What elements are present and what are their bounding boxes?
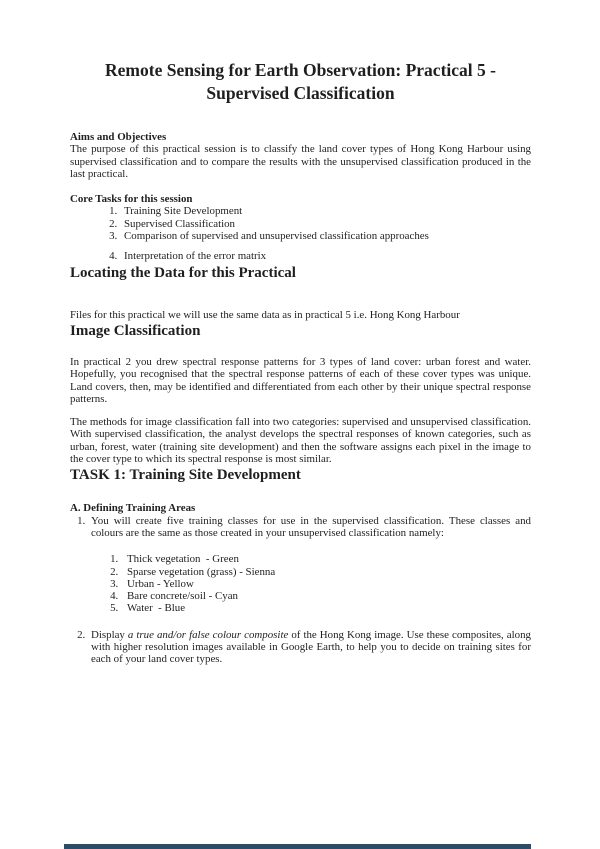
task1-heading: TASK 1: Training Site Development bbox=[70, 467, 301, 484]
section-aims bbox=[70, 131, 531, 180]
task1-steps-list bbox=[70, 515, 531, 666]
defining-training-areas-heading: A. Defining Training Areas bbox=[70, 502, 196, 515]
image-classification-heading: Image Classification bbox=[70, 322, 201, 339]
aims-heading: Aims and Objectives bbox=[70, 131, 167, 143]
training-class-urban: 3. Urban - Yellow bbox=[121, 578, 531, 590]
document-title bbox=[70, 59, 531, 105]
document-title-line-1: Remote Sensing for Earth Observation: Practical 5 - bbox=[105, 60, 496, 80]
core-task-item-2: 2. Supervised Classification bbox=[120, 218, 531, 230]
core-task-item-1: 1. Training Site Development bbox=[120, 205, 531, 217]
embedded-figure-top-edge bbox=[64, 844, 531, 849]
section-core-tasks bbox=[70, 193, 531, 262]
image-classification-paragraph-2: The methods for image classification fall into two categories: supervised and unsupervised classification. With supervised classification, the analyst develops the spectral responses of known categories, such as urban, forest, water (training site development) and then the software assigns each pixel in the image to the cover type to which its spectral response is most similar. bbox=[70, 416, 531, 466]
task1-step-1-text: You will create five training classes for use in the supervised classification. These classes and colours are the same as those created in your unsupervised classification namely: bbox=[91, 514, 531, 539]
core-tasks-heading: Core Tasks for this session bbox=[70, 193, 193, 206]
aims-paragraph: The purpose of this practical session is to classify the land cover types of Hong Kong Harbour using supervised classification and to compare the results with the unsupervised classification produced in the last practical. bbox=[70, 143, 531, 180]
locating-data-heading: Locating the Data for this Practical bbox=[70, 264, 296, 281]
locating-data-paragraph: Files for this practical we will use the same data as in practical 5 i.e. Hong Kong Harbour bbox=[70, 308, 460, 321]
task1-step-1 bbox=[88, 515, 531, 615]
training-class-sparse-vegetation: 2. Sparse vegetation (grass) - Sienna bbox=[121, 566, 531, 578]
image-classification-paragraph-1: In practical 2 you drew spectral response patterns for 3 types of land cover: urban forest and water. Hopefully, you recognised that the spectral response patterns of each of these cover types was unique. Land covers, then, may be identified and differentiated from each other by their unique spectral response patterns. bbox=[70, 355, 531, 405]
training-class-thick-vegetation: 1. Thick vegetation - Green bbox=[121, 553, 531, 565]
training-classes-list bbox=[91, 553, 531, 614]
training-class-water: 5. Water - Blue bbox=[121, 602, 531, 614]
task1-step-2-text-start: Display bbox=[91, 628, 128, 641]
core-task-item-3: 3. Comparison of supervised and unsupervised classification approaches bbox=[120, 230, 531, 242]
core-tasks-list bbox=[70, 205, 531, 262]
core-task-item-4: 4. Interpretation of the error matrix bbox=[120, 250, 531, 262]
training-class-bare-concrete: 4. Bare concrete/soil - Cyan bbox=[121, 590, 531, 602]
task1-step-2 bbox=[88, 629, 531, 666]
document-title-line-2: Supervised Classification bbox=[206, 83, 395, 103]
task1-step-2-text-end: of the Hong Kong image. Use these composites, along with higher resolution images available in Google Earth, to help you to decide on training sites for each of your land cover types. bbox=[91, 628, 531, 666]
task1-step-2-italic: a true and/or false colour composite bbox=[127, 628, 289, 641]
